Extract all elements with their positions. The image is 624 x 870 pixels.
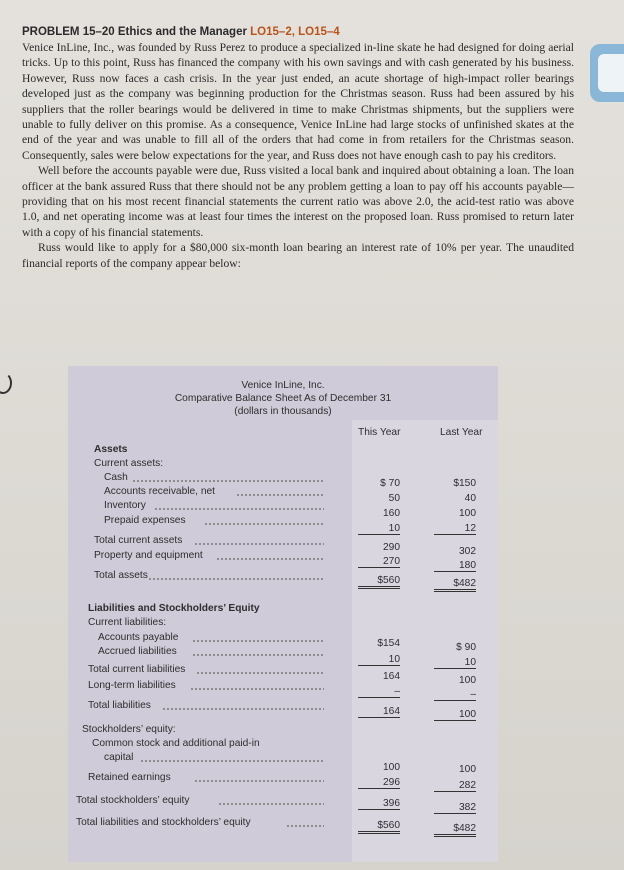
total-current-assets-label: Total current assets <box>94 535 183 546</box>
cash-this-year: $ 70 <box>380 478 400 489</box>
lt-liabilities-label: Long-term liabilities <box>88 680 176 691</box>
accrued-label: Accrued liabilities <box>98 646 177 657</box>
column-this-year: This Year <box>358 427 401 438</box>
total-se-this-year: 396 <box>358 798 400 810</box>
ppe-last-year: 180 <box>434 560 476 572</box>
common-this-year: 100 <box>383 762 400 773</box>
inventory-this-year: 160 <box>383 508 400 519</box>
stockholders-equity-label: Stockholders’ equity: <box>82 724 176 735</box>
total-le-this-year: $560 <box>358 820 400 834</box>
accrued-last-year: 10 <box>434 657 476 669</box>
problem-paragraph-2: Well before the accounts payable were due, Russ visited a local bank and inquired about obtaining a loan. The loan officer at the bank assured Russ that there should not be any problem getting a loan to pay off his accounts payable—providing that on his most recent financial statements the current ratio was above 2.0, the acid-test ratio was above 1.0, and net operating income was at least four times the interest on the proposed loan. Russ promised to return later with a copy of his financial statements. <box>22 164 574 239</box>
cash-last-year: $150 <box>453 478 476 489</box>
problem-text <box>22 24 574 271</box>
assets-heading: Assets <box>94 444 128 455</box>
retained-earnings-label: Retained earnings <box>88 772 171 783</box>
prepaid-label: Prepaid expenses <box>104 515 186 526</box>
total-current-assets-this-year: 290 <box>383 542 400 553</box>
total-current-liab-this-year: 164 <box>383 671 400 682</box>
total-se-last-year: 382 <box>434 802 476 814</box>
problem-heading: PROBLEM 15–20 Ethics and the Manager LO15–2, LO15–4 <box>22 26 340 38</box>
liabilities-equity-heading: Liabilities and Stockholders’ Equity <box>88 603 260 614</box>
total-le-label: Total liabilities and stockholders’ equity <box>76 817 251 828</box>
total-liab-this-year: 164 <box>358 706 400 718</box>
total-liab-last-year: 100 <box>434 709 476 721</box>
column-last-year: Last Year <box>440 427 483 438</box>
total-assets-this-year: $560 <box>358 575 400 589</box>
company-name: Venice InLine, Inc. <box>241 380 325 391</box>
ar-last-year: 40 <box>464 493 476 504</box>
re-this-year: 296 <box>358 777 400 789</box>
problem-paragraph-3: Russ would like to apply for a $80,000 six-month loan bearing an interest rate of 10% per year. The unaudited financial reports of the company appear below: <box>22 241 574 270</box>
re-last-year: 282 <box>434 780 476 792</box>
problem-paragraph-1: Venice InLine, Inc., was founded by Russ Perez to produce a specialized in-line skate he had designed for doing aerial tricks. Up to this point, Russ has financed the company with his own savings and with cash generated by his business. However, Russ now faces a cash crisis. In the year just ended, an acute shortage of high-impact roller bearings developed just as the company was beginning production for the Christmas season. Russ had been assured by his suppliers that the roller bearings would be delivered in time to make Christmas shipments, but the suppliers were unable to fully deliver on this promise. As a consequence, Venice InLine had large stocks of unfinished skates at the end of the year and was unable to fill all of the orders that had come in from retailers for the Christmas season. Consequently, sales were below expectations for the year, and Russ does not have enough cash to pay his creditors. <box>22 41 574 162</box>
cash-label: Cash <box>104 472 128 483</box>
ar-this-year: 50 <box>388 493 400 504</box>
current-liabilities-label: Current liabilities: <box>88 617 167 628</box>
total-liabilities-label: Total liabilities <box>88 700 151 711</box>
inventory-label: Inventory <box>104 500 146 511</box>
total-le-last-year: $482 <box>434 823 476 837</box>
common-stock-label-line2: capital <box>104 752 134 763</box>
page-tab-marker <box>590 44 624 102</box>
lt-liab-this-year: – <box>358 686 400 698</box>
accrued-this-year: 10 <box>358 654 400 666</box>
statement-units: (dollars in thousands) <box>234 406 332 417</box>
total-assets-label: Total assets <box>94 570 148 581</box>
ar-label: Accounts receivable, net <box>104 486 215 497</box>
common-last-year: 100 <box>459 764 476 775</box>
lt-liab-last-year: – <box>434 689 476 701</box>
total-current-liabilities-label: Total current liabilities <box>88 664 186 675</box>
prepaid-this-year: 10 <box>358 523 400 535</box>
ap-this-year: $154 <box>377 638 400 649</box>
ap-label: Accounts payable <box>98 632 179 643</box>
ap-last-year: $ 90 <box>456 642 476 653</box>
total-assets-last-year: $482 <box>434 578 476 592</box>
learning-objectives: LO15–2, LO15–4 <box>250 26 340 38</box>
inventory-last-year: 100 <box>459 508 476 519</box>
prepaid-last-year: 12 <box>434 523 476 535</box>
current-assets-label: Current assets: <box>94 458 164 469</box>
margin-mark <box>0 372 12 394</box>
total-current-assets-last-year: 302 <box>459 546 476 557</box>
ppe-label: Property and equipment <box>94 550 203 561</box>
common-stock-label-line1: Common stock and additional paid-in <box>92 738 260 749</box>
total-se-label: Total stockholders’ equity <box>76 795 190 806</box>
balance-sheet <box>68 366 498 862</box>
total-current-liab-last-year: 100 <box>459 675 476 686</box>
statement-title: Comparative Balance Sheet As of December 31 <box>174 393 392 404</box>
ppe-this-year: 270 <box>358 556 400 568</box>
